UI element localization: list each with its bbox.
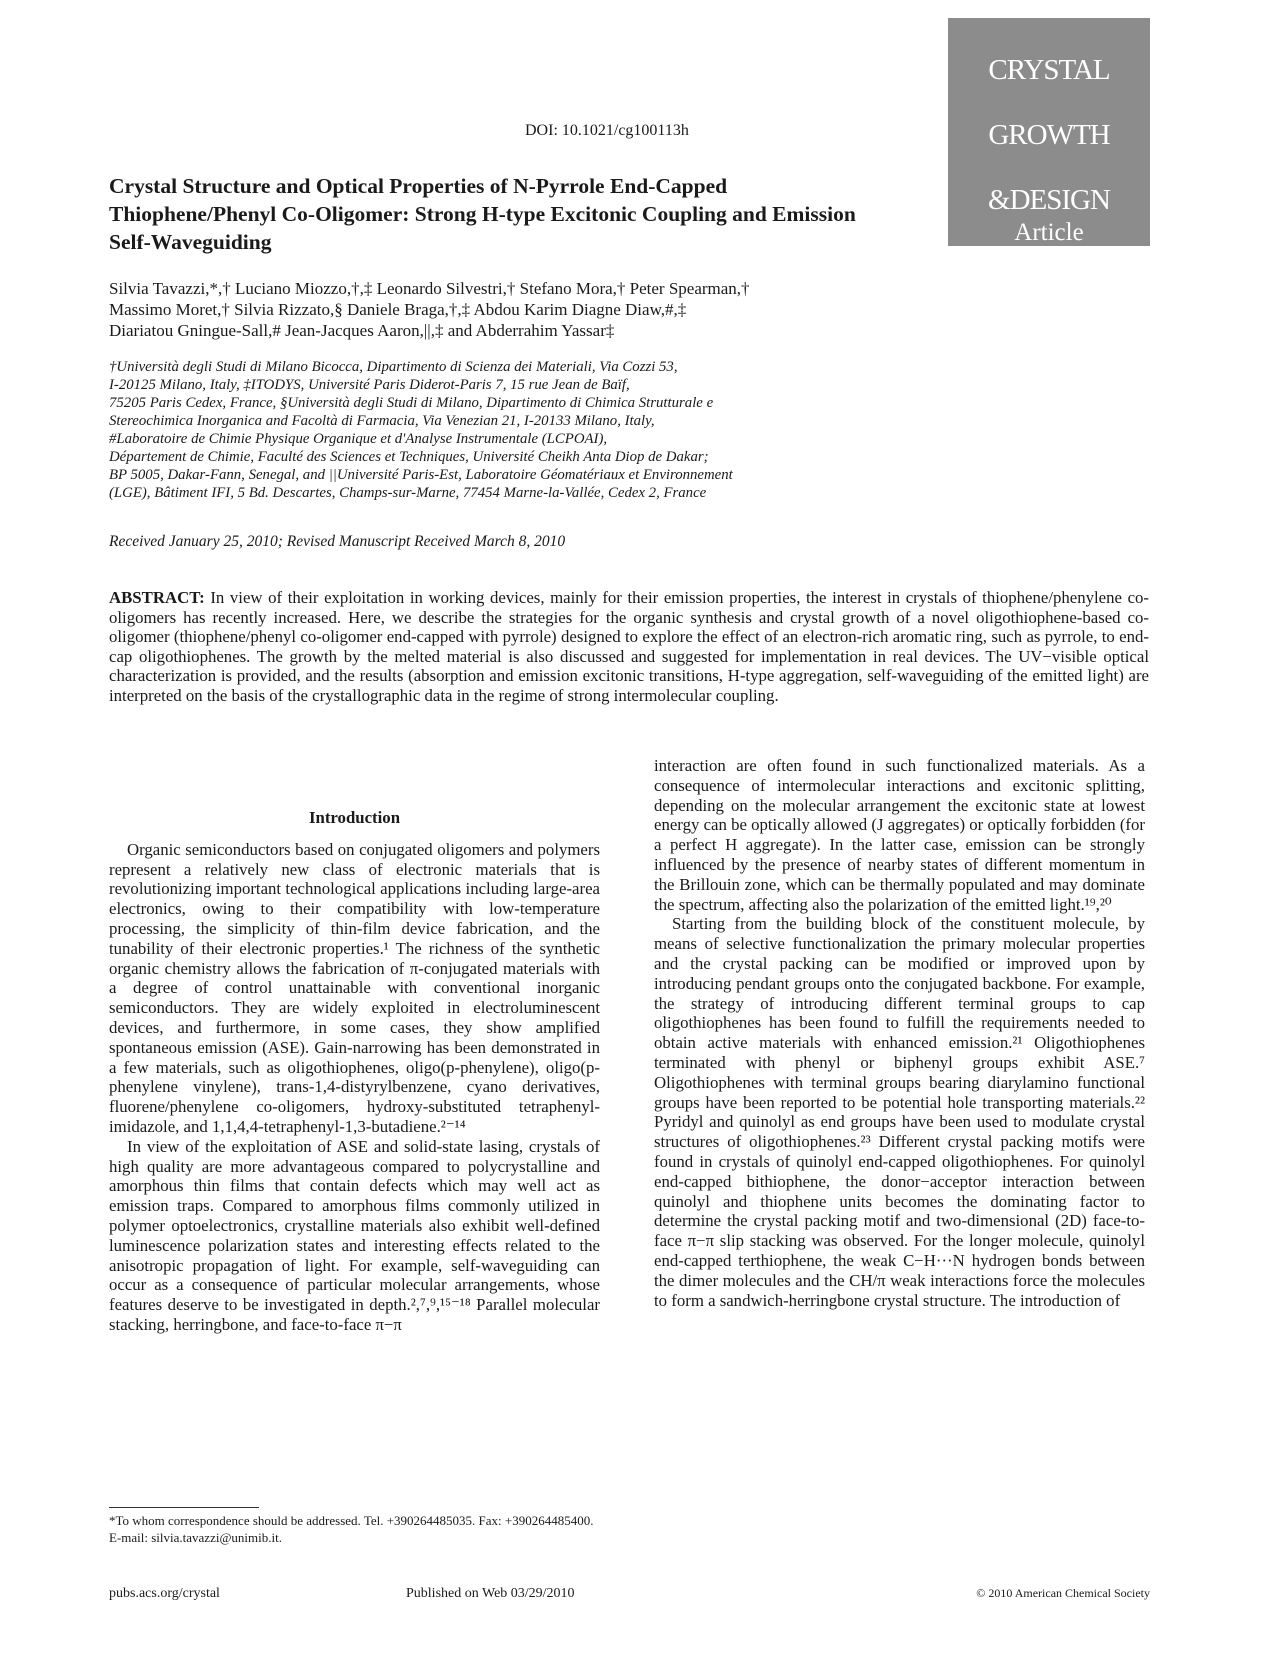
- affiliation-line: (LGE), Bâtiment IFI, 5 Bd. Descartes, Champs-sur-Marne, 77454 Marne-la-Vallée, Cedex 2, France: [109, 485, 707, 501]
- paragraph: In view of the exploitation of ASE and solid-state lasing, crystals of high quality are more advantageous compared to polycrystalline and amorphous thin films that contain defects which may well act as emission traps. Compared to amorphous films commonly utilized in polymer optoelectronics, crystalline materials also exhibit well-defined luminescence polarization states and interesting effects related to the anisotropic propagation of light. For example, self-waveguiding can occur as a consequence of particular molecular arrangements, whose features deserve to be investigated in depth.²,⁷,⁹,¹⁵⁻¹⁸ Parallel molecular stacking, herringbone, and face-to-face π−π: [109, 1136, 600, 1334]
- affiliation-line: 75205 Paris Cedex, France, §Università degli Studi di Milano, Dipartimento di Chimica Strutturale e: [109, 395, 714, 411]
- footnote-rule: [109, 1507, 259, 1508]
- body-column-right: [654, 756, 1145, 1310]
- journal-name-line3: &DESIGN: [988, 184, 1110, 216]
- affiliation-line: I-20125 Milano, Italy, ‡ITODYS, Université Paris Diderot-Paris 7, 15 rue Jean de Baïf,: [109, 377, 630, 393]
- affiliation-line: †Università degli Studi di Milano Bicocca, Dipartimento di Scienza dei Materiali, Via Cozzi 53,: [109, 359, 678, 375]
- footer-copyright: © 2010 American Chemical Society: [976, 1586, 1150, 1600]
- footer-published-date: Published on Web 03/29/2010: [406, 1586, 575, 1601]
- correspondence-footnote: *To whom correspondence should be addressed. Tel. +390264485035. Fax: +390264485400. E-mail: silvia.tavazzi@unimib.it.: [109, 1513, 594, 1545]
- doi[interactable]: DOI: 10.1021/cg100113h: [525, 122, 689, 139]
- paragraph: Organic semiconductors based on conjugated oligomers and polymers represent a relatively new class of electronic materials that is revolutionizing important technological applications including large-area electronics, owing to their compatibility with low-temperature processing, the simplicity of thin-film device fabrication, and the tunability of their electronic properties.¹ The richness of the synthetic organic chemistry allows the fabrication of π-conjugated materials with a degree of control unattainable with conventional inorganic semiconductors. They are widely exploited in electroluminescent devices, and furthermore, in some cases, they show amplified spontaneous emission (ASE). Gain-narrowing has been demonstrated in a few materials, such as oligothiophenes, oligo(p-phenylene), oligo(p-phenylene vinylene), trans-1,4-distyrylbenzene, cyano derivatives, fluorene/phenylene co-oligomers, hydroxy-substituted tetraphenyl-imidazole, and 1,1,4,4-tetraphenyl-1,3-butadiene.²⁻¹⁴: [109, 839, 600, 1136]
- journal-name-line2: GROWTH: [988, 119, 1110, 151]
- journal-year-volume: 2010, Vol. 10: [995, 267, 1103, 289]
- journal-badge: [948, 18, 1150, 315]
- paragraph: interaction are often found in such functionalized materials. As a consequence of intermolecular interactions and excitonic splitting, depending on the molecular arrangement the excitonic state at lowest energy can be optically allowed (J aggregates) or optically forbidden (for a perfect H aggregate). In the latter case, emission can be strongly influenced by the presence of nearby states of different momentum in the Brillouin zone, which can be thermally populated and may dominate the spectrum, affecting also the polarization of the emitted light.¹⁹,²⁰: [654, 756, 1145, 914]
- journal-name-line1: CRYSTAL: [988, 54, 1110, 86]
- section-heading: Introduction: [308, 808, 401, 827]
- affiliation-line: BP 5005, Dakar-Fann, Senegal, and ||Université Paris-Est, Laboratoire Géomatériaux et Environnement: [109, 467, 733, 483]
- received-dates: Received January 25, 2010; Revised Manuscript Received March 8, 2010: [109, 533, 566, 550]
- footer-journal-url[interactable]: pubs.acs.org/crystal: [109, 1586, 220, 1601]
- affiliation-line: Stereochimica Inorganica and Facoltà di Farmacia, Via Venezian 21, I-20133 Milano, Italy,: [109, 413, 655, 429]
- affiliations: [109, 358, 899, 502]
- author-line: Massimo Moret,† Silvia Rizzato,§ Daniele Braga,†,‡ Abdou Karim Diagne Diaw,#,‡: [109, 300, 687, 319]
- author-line: Silvia Tavazzi,*,† Luciano Miozzo,†,‡ Leonardo Silvestri,† Stefano Mora,† Peter Spearman,†: [109, 279, 750, 298]
- abstract-label: ABSTRACT:: [109, 588, 205, 607]
- article-type: Article: [1014, 219, 1084, 246]
- body-column-left: [109, 808, 600, 1335]
- affiliation-line: #Laboratoire de Chimie Physique Organique et d'Analyse Instrumentale (LCPOAI),: [109, 431, 608, 447]
- paper-title: Crystal Structure and Optical Properties of N-Pyrrole End-Capped Thiophene/Phenyl Co-Oligomer: Strong H-type Excitonic Coupling and Emission Self-Waveguiding: [109, 174, 856, 254]
- affiliation-line: Département de Chimie, Faculté des Sciences et Techniques, Université Cheikh Anta Diop de Dakar;: [109, 449, 709, 465]
- journal-pages: 2342–2349: [1004, 293, 1094, 315]
- abstract: [109, 588, 1149, 705]
- author-list: [109, 278, 899, 341]
- abstract-text: In view of their exploitation in working devices, mainly for their emission properties, the interest in crystals of thiophene/phenylene co-oligomers has recently increased. Here, we describe the strategies for the organic synthesis and crystal growth of a novel oligothiophene-based co-oligomer (thiophene/phenyl co-oligomer end-capped with pyrrole) designed to explore the effect of an electron-rich aromatic ring, such as pyrrole, to end-cap oligothiophenes. The growth by the melted material is also discussed and suggested for implementation in real devices. The UV−visible optical characterization is provided, and the results (absorption and emission excitonic transitions, H-type aggregation, self-waveguiding of the emitted light) are interpreted on the basis of the crystallographic data in the regime of strong intermolecular coupling.: [109, 588, 1149, 705]
- author-line: Diariatou Gningue-Sall,# Jean-Jacques Aaron,||,‡ and Abderrahim Yassar‡: [109, 321, 615, 340]
- paragraph: Starting from the building block of the constituent molecule, by means of selective functionalization the primary molecular properties and the crystal packing can be modified or improved upon by introducing pendant groups onto the conjugated backbone. For example, the strategy of introducing different terminal groups to cap oligothiophenes has been found to fulfill the requirements needed to obtain active materials with enhanced emission.²¹ Oligothiophenes terminated with phenyl or biphenyl groups exhibit ASE.⁷ Oligothiophenes with terminal groups bearing diarylamino functional groups have been reported to be potential hole transporting materials.²² Pyridyl and quinolyl as end groups have been used to modulate crystal structures of oligothiophenes.²³ Different crystal packing motifs were found in crystals of quinolyl end-capped oligothiophenes. For quinolyl end-capped bithiophene, the donor−acceptor interaction between quinolyl and thiophene units becomes the dominating factor to determine the crystal packing motif and two-dimensional (2D) face-to-face π−π slip stacking was observed. For the longer molecule, quinolyl end-capped terthiophene, the weak C−H···N hydrogen bonds between the dimer molecules and the CH/π weak interactions force the molecules to form a sandwich-herringbone crystal structure. The introduction of: [654, 914, 1145, 1310]
